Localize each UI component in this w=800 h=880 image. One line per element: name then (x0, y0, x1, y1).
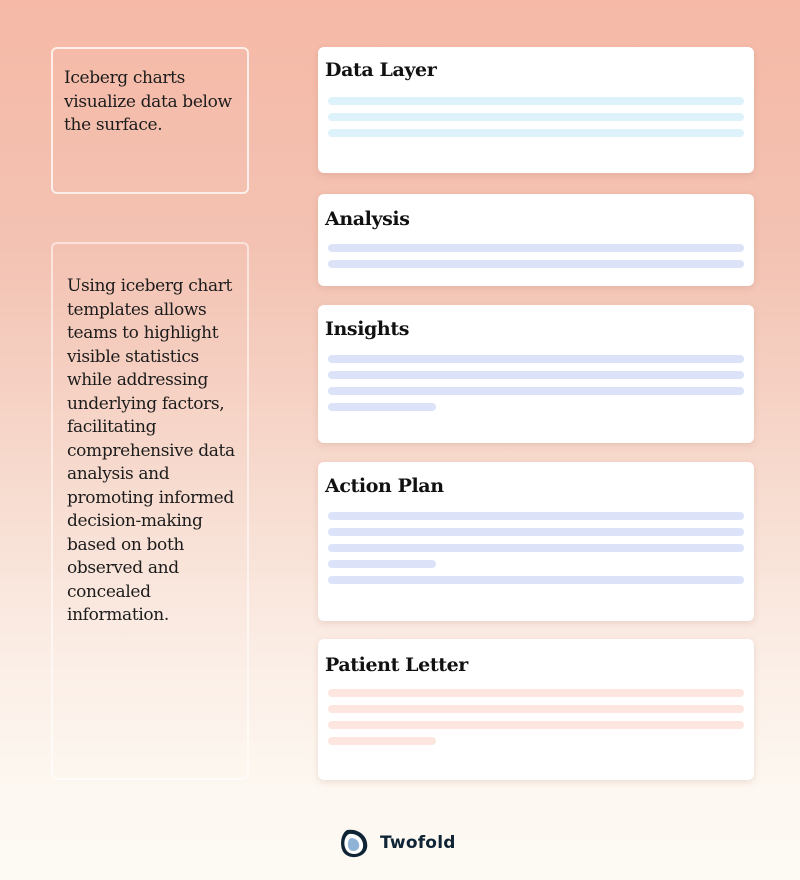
card-title: Data Layer (325, 59, 437, 81)
placeholder-line (328, 512, 744, 520)
placeholder-line (328, 129, 744, 137)
intro-box (51, 47, 249, 194)
placeholder-line (328, 97, 744, 105)
intro-text: Iceberg charts visualize data below the surface. (64, 68, 232, 135)
brand-name: Twofold (380, 833, 456, 853)
card-title: Patient Letter (325, 654, 468, 676)
placeholder-line (328, 113, 744, 121)
card-analysis (318, 194, 754, 286)
placeholder-line (328, 355, 744, 363)
card-action-plan (318, 462, 754, 621)
placeholder-line (328, 705, 744, 713)
placeholder-line (328, 371, 744, 379)
description-text: Using iceberg chart templates allows teams to highlight visible statistics while addressing underlying factors, facilitating comprehensive data analysis and promoting informed decision-making based on both observed and concealed information. (67, 276, 235, 625)
card-title: Analysis (325, 208, 410, 230)
placeholder-line (328, 244, 744, 252)
placeholder-line (328, 260, 744, 268)
card-insights (318, 305, 754, 443)
placeholder-line (328, 560, 436, 568)
placeholder-line (328, 403, 436, 411)
card-title: Action Plan (325, 475, 444, 497)
brand-footer (338, 826, 456, 860)
card-patient-letter (318, 639, 754, 780)
placeholder-line (328, 737, 436, 745)
placeholder-line (328, 721, 744, 729)
card-data-layer (318, 47, 754, 173)
placeholder-line (328, 387, 744, 395)
placeholder-line (328, 528, 744, 536)
description-box (51, 242, 249, 780)
placeholder-line (328, 576, 744, 584)
placeholder-line (328, 544, 744, 552)
placeholder-line (328, 689, 744, 697)
twofold-logo-icon (338, 827, 370, 859)
card-title: Insights (325, 318, 409, 340)
